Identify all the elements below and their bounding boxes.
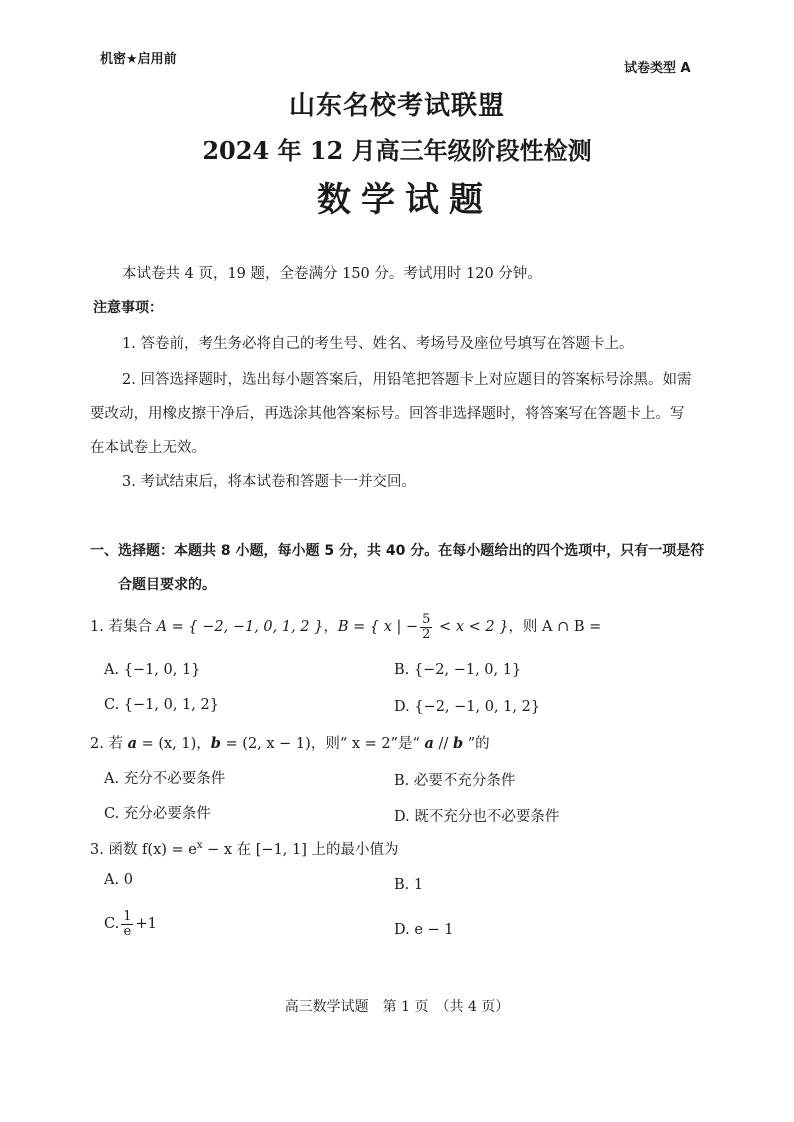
section-1-heading-line-1: 一、选择题：本题共 8 小题，每小题 5 分，共 40 分。在每小题给出的四个选项中，只有一项是符 xyxy=(90,543,705,559)
q1-option-c: C. {−1, 0, 1, 2} xyxy=(104,697,219,713)
page-footer: 高三数学试题 第 1 页 （共 4 页） xyxy=(284,999,510,1015)
q3-option-c-denominator: e xyxy=(123,923,132,939)
q1-set-b-end: < x < 2 } xyxy=(434,619,509,635)
paper-intro: 本试卷共 4 页，19 题，全卷满分 150 分。考试用时 120 分钟。 xyxy=(122,266,542,282)
q2-option-b: B. 必要不充分条件 xyxy=(394,773,516,789)
q2-option-a: A. 充分不必要条件 xyxy=(104,771,226,787)
notes-item-1: 1. 答卷前，考生务必将自己的考生号、姓名、考场号及座位号填写在答题卡上。 xyxy=(122,336,634,352)
q2-vector-a: a xyxy=(127,735,137,752)
q1-option-b: B. {−2, −1, 0, 1} xyxy=(394,662,522,678)
q2-stem-part-a: 2. 若 xyxy=(90,736,128,752)
notes-item-2-line-3: 在本试卷上无效。 xyxy=(90,440,206,456)
q3-exponent: x xyxy=(196,840,203,852)
q3-option-c-prefix: C. xyxy=(104,916,120,932)
q1-prefix: 1. 若集合 xyxy=(90,619,157,635)
subject-title: 数学试题 xyxy=(317,180,493,220)
notes-item-2-line-1: 2. 回答选择题时，选出每小题答案后，用铅笔把答题卡上对应题目的答案标号涂黑。如需 xyxy=(122,372,692,388)
q2-stem-part-b: = (x, 1)， xyxy=(136,736,211,752)
q3-option-c-fraction xyxy=(121,910,133,939)
notes-heading: 注意事项： xyxy=(93,300,163,316)
q1-option-d: D. {−2, −1, 0, 1, 2} xyxy=(394,699,541,715)
q2-vector-a-2: a xyxy=(424,735,434,752)
notes-item-2-line-2: 要改动，用橡皮擦干净后，再选涂其他答案标号。回答非选择题时，将答案写在答题卡上。写 xyxy=(90,406,685,422)
q1-separator: ， xyxy=(323,619,338,635)
q3-stem-part-b: − x 在 [−1, 1] 上的最小值为 xyxy=(202,842,399,858)
q2-stem-part-c: = (2, x − 1)，则“ x = 2”是“ xyxy=(220,736,425,752)
q3-option-c-numerator: 1 xyxy=(123,908,132,924)
q2-option-c: C. 充分必要条件 xyxy=(104,806,211,822)
q2-vector-b-2: b xyxy=(452,735,464,752)
question-2-stem xyxy=(90,732,490,753)
q1-option-a: A. {−1, 0, 1} xyxy=(104,662,201,678)
q1-fraction xyxy=(420,613,432,642)
q3-option-b: B. 1 xyxy=(394,877,424,893)
confidential-label: 机密★启用前 xyxy=(100,52,177,67)
q2-option-d: D. 既不充分也不必要条件 xyxy=(394,809,560,825)
q1-suffix: ，则 A ∩ B = xyxy=(508,619,602,635)
paper-type-label: 试卷类型 A xyxy=(624,61,691,76)
q3-option-a: A. 0 xyxy=(104,872,133,888)
q3-option-d: D. e − 1 xyxy=(394,922,454,938)
exam-session-title: 2024 年 12 月高三年级阶段性检测 xyxy=(202,136,592,165)
q1-set-b-start: B = { x | − xyxy=(337,619,419,635)
q2-stem-part-e: ”的 xyxy=(463,736,490,752)
section-1-heading-line-2: 合题目要求的。 xyxy=(118,577,216,593)
q3-option-c xyxy=(104,905,157,943)
exam-union-title: 山东名校考试联盟 xyxy=(288,91,505,121)
q3-stem-part-a: 3. 函数 f(x) = e xyxy=(90,842,197,858)
q2-vector-b: b xyxy=(210,735,221,752)
q2-stem-part-d: // xyxy=(433,736,453,752)
q3-option-c-suffix: +1 xyxy=(135,916,157,932)
question-3-stem xyxy=(90,838,399,859)
notes-item-3: 3. 考试结束后，将本试卷和答题卡一并交回。 xyxy=(122,474,416,490)
question-1-stem xyxy=(90,612,601,642)
q1-fraction-denominator: 2 xyxy=(422,626,431,642)
q1-fraction-numerator: 5 xyxy=(422,611,431,627)
q1-set-a: A = { −2, −1, 0, 1, 2 } xyxy=(156,619,324,635)
